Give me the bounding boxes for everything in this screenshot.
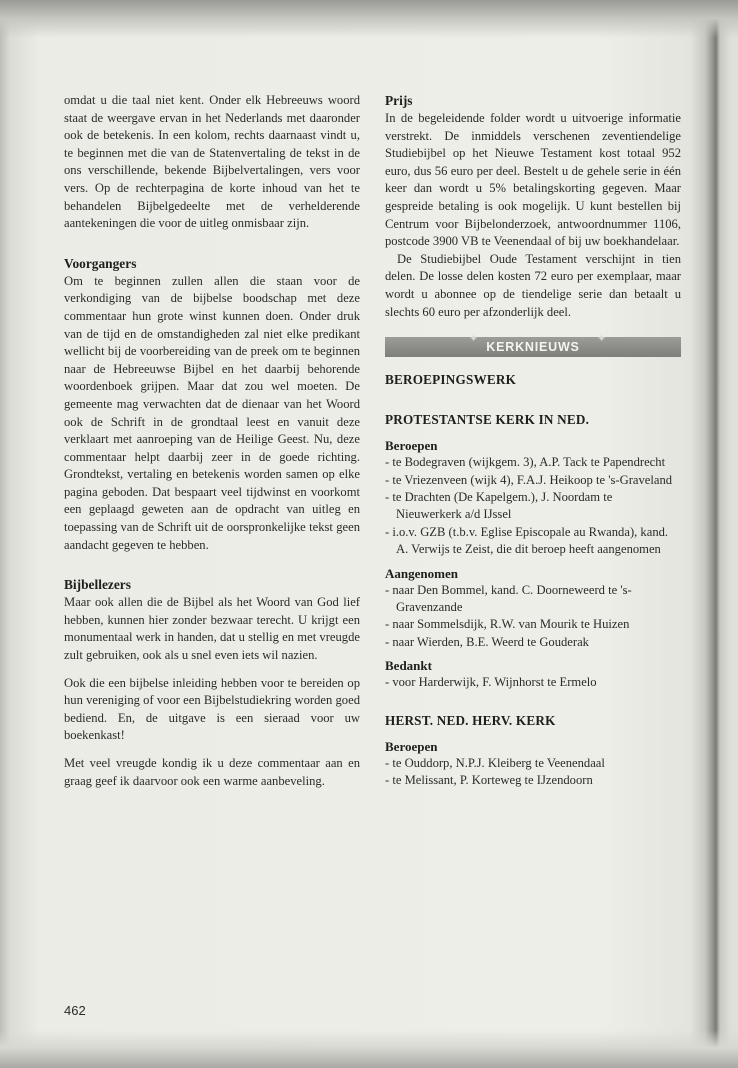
list-item: - te Melissant, P. Korteweg te IJzendoorn [385,773,593,787]
bedankt-list [385,674,681,691]
heading-pkn: PROTESTANTSE KERK IN NED. [385,412,590,428]
subheading-beroepen-2: Beroepen [385,738,438,754]
kerknieuws-banner [385,332,681,357]
beroepen-list [385,454,681,558]
banner-label: KERKNIEUWS [486,340,580,355]
subheading-aangenomen: Aangenomen [385,565,458,581]
paragraph-intro: omdat u die taal niet kent. Onder elk Hebreeuws woord staat de weergave ervan in het Nederlands met daaronder ook de betekenis. In een kolom, rechts daarnaast vindt u, te beginnen met die van de Statenvertaling de tekst in de ons verschillende, bekende Bijbelvertalingen, vers voor vers. Op de rechterpagina de korte inhoud van het te behandelen Bijbelgedeelte met de verhelderende aantekeningen die voor de uitleg onmisbaar zijn. [64,93,360,231]
heading-hersteld: HERST. NED. HERV. KERK [385,712,556,728]
beroepen2-list [385,755,681,790]
paragraph-aanbeveling: Met veel vreugde kondig ik u deze commentaar aan en graag geef ik daarvoor ook een warme aanbeveling. [64,756,360,788]
paragraph-voorgangers: Om te beginnen zullen allen die staan voor de verkondiging van de bijbelse boodschap met deze commentaar hun grote winst kunnen doen. Onder druk van de tijd en de omstandigheden zal niet elke predikant wellicht bij de voorbereiding van de preek om te beginnen naar de Hebreeuwse Bijbel en het daarbij behorende woordenboek grijpen. Maar dat zou wel moeten. De gemeente mag verwachten dat de dienaar van het Woord ook de Schrift in de grondtaal leest en vanuit deze verklaart met aanroeping van de Heilige Geest. Nu, deze commentaar helpt daarbij zeer in de goede richting. Grondtekst, vertaling en betekenis worden samen op elke pagina geboden. Dat bespaart veel tijdwinst en voorkomt een geplaagd geweten aan de opdracht van uitleg en toepassing van de Schrift uit de oorspronkelijke tekst geen aandacht gegeven te hebben. [64,273,360,552]
list-item: - naar Wierden, B.E. Weerd te Gouderak [385,634,589,649]
list-item: - i.o.v. GZB (t.b.v. Eglise Episcopale au Rwanda), kand. A. Verwijs te Zeist, die dit beroep heeft aangenomen [385,524,669,557]
page-content [64,92,704,1032]
page-number: 462 [64,1003,86,1018]
paragraph-oude-testament: De Studiebijbel Oude Testament verschijnt in tien delen. De losse delen kosten 72 euro per exemplaar, maar wordt u abonnee op de tiendelige serie dan betaalt u slechts 60 euro per afzonderlijk deel. [385,251,681,319]
list-item: - naar Sommelsdijk, R.W. van Mourik te Huizen [385,617,630,632]
paragraph-prijs: In de begeleidende folder wordt u uitvoerige informatie verstrekt. De inmiddels verschenen zeventiendelige Studiebijbel op het Nieuwe Testament kost totaal 952 euro, dus 56 euro per deel. Bestelt u de gehele serie in één keer dan wordt u 5% betalingskorting gegeven. Maar gespreide betaling is ook mogelijk. U kunt bestellen bij Centrum voor Bijbelonderzoek, antwoordnummer 1106, postcode 3900 VB te Veenendaal of bij uw boekhandelaar. [385,111,681,249]
paragraph-inleiding: Ook die een bijbelse inleiding hebben voor te bereiden op hun vereniging of voor een Bijbelstudiekring worden goed bediend. En, de uitgave is een sieraad voor uw boekenkast! [64,675,360,743]
list-item: - te Drachten (De Kapelgem.), J. Noordam te Nieuwerkerk a/d IJssel [385,489,613,522]
list-item: - naar Den Bommel, kand. C. Doorneweerd te 's-Gravenzande [385,582,632,614]
list-item: - te Ouddorp, N.P.J. Kleiberg te Veenendaal [385,755,605,770]
right-column [385,92,681,789]
heading-bijbellezers: Bijbellezers [64,577,131,593]
scan-top-shadow [0,0,738,38]
list-item: - voor Harderwijk, F. Wijnhorst te Ermelo [385,675,597,690]
left-column [64,92,360,790]
scan-bottom-shadow [0,1030,738,1068]
star-icon: ✦ [469,332,480,346]
star-icon: ✦ [596,332,607,346]
subheading-beroepen: Beroepen [385,438,438,454]
subheading-bedankt: Bedankt [385,658,432,674]
list-item: - te Bodegraven (wijkgem. 3), A.P. Tack te Papendrecht [385,455,666,470]
heading-voorgangers: Voorgangers [64,255,137,271]
list-item: - te Vriezenveen (wijk 4), F.A.J. Heikoop te 's-Graveland [385,472,673,487]
heading-prijs: Prijs [385,93,413,108]
heading-beroepingswerk: BEROEPINGSWERK [385,372,517,388]
aangenomen-list [385,582,681,652]
paragraph-bijbellezers: Maar ook allen die de Bijbel als het Woord van God lief hebben, kunnen hier zonder bezwaar terecht. U krijgt een monumentaal werk in handen, dat u stellig en met vreugde zult gebruiken, ook als u snel even iets wil nazien. [64,595,360,663]
